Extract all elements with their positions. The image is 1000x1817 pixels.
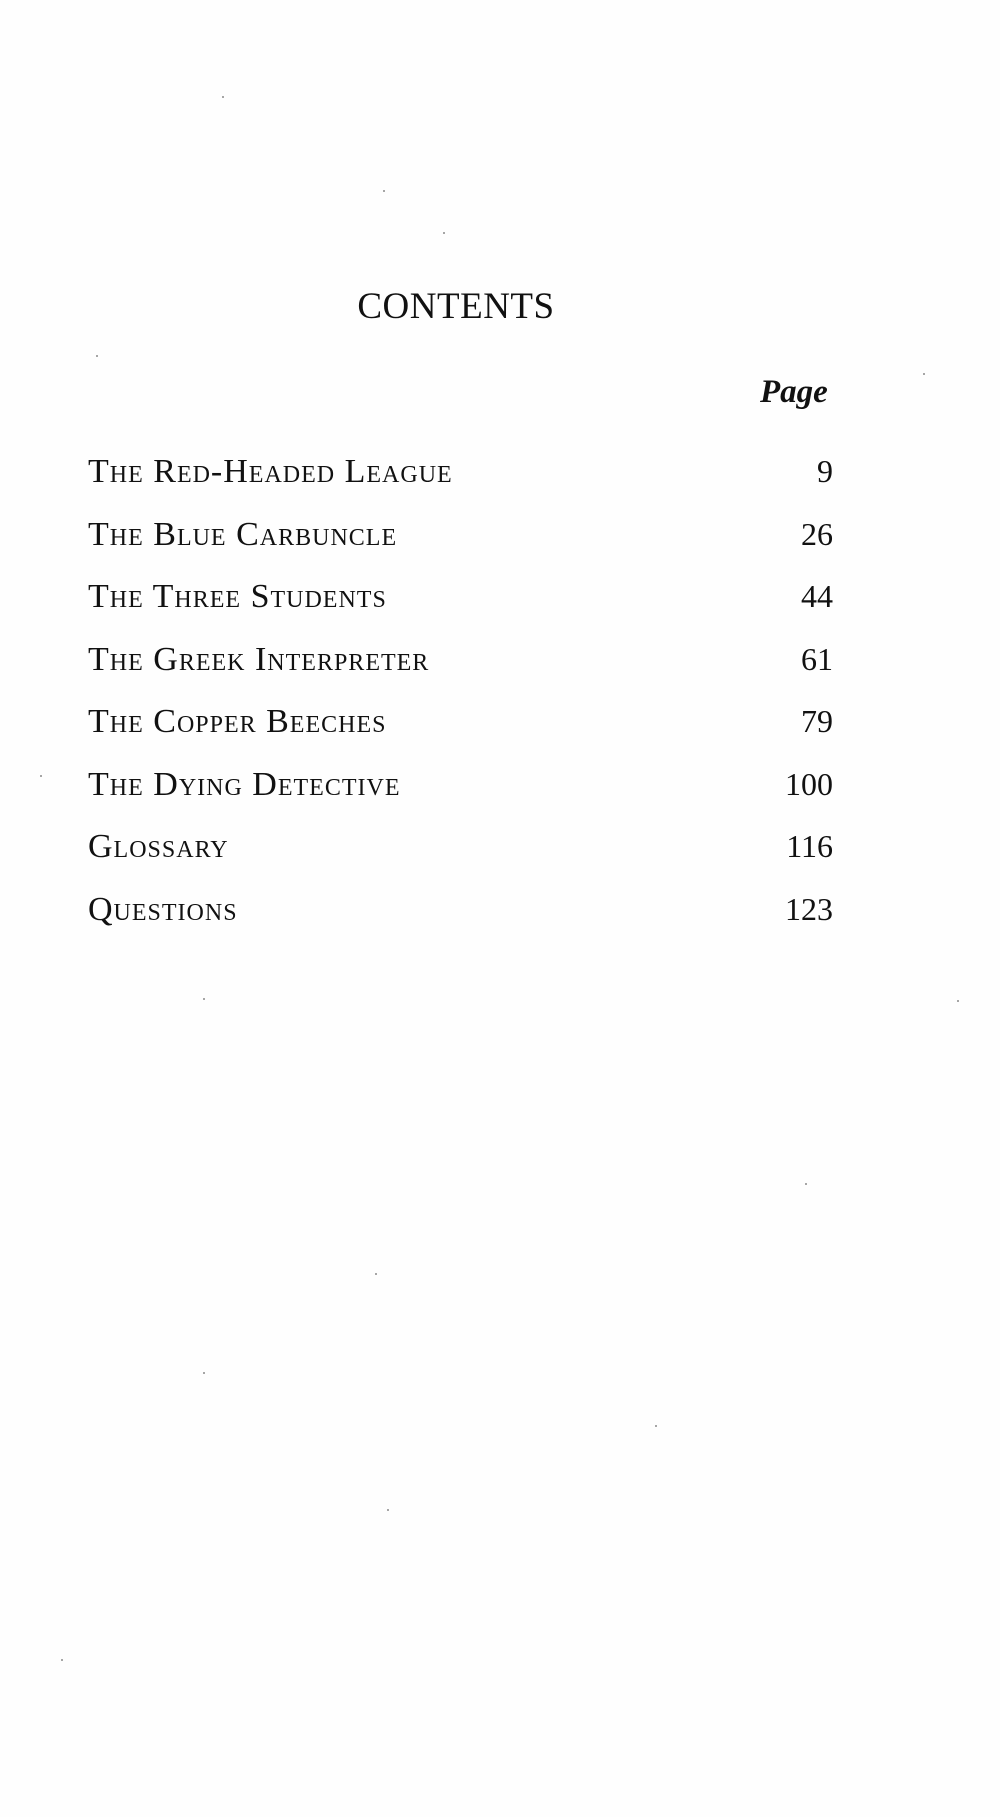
- paper-speck: [203, 1372, 205, 1374]
- toc-entry-page: 44: [801, 578, 833, 614]
- paper-speck: [222, 96, 224, 98]
- toc-entry: [88, 705, 833, 768]
- toc-entry-page: 79: [801, 703, 833, 739]
- paper-speck: [375, 1273, 377, 1275]
- toc-entry-title: The Copper Beeches: [88, 703, 387, 740]
- page-column-label: Page: [760, 374, 828, 410]
- contents-heading: CONTENTS: [357, 286, 555, 327]
- toc-entry-title: Glossary: [88, 828, 229, 865]
- toc-entry: [88, 890, 833, 956]
- paper-speck: [96, 355, 98, 357]
- toc-entry-title: The Dying Detective: [88, 765, 401, 803]
- toc-entry: [88, 515, 833, 581]
- paper-speck: [655, 1425, 657, 1427]
- toc-entry-title: The Greek Interpreter: [88, 640, 430, 678]
- paper-speck: [61, 1659, 63, 1661]
- toc-entry: [88, 830, 833, 893]
- table-of-contents: [88, 455, 833, 955]
- toc-entry: [88, 580, 833, 643]
- toc-entry-page: 116: [786, 828, 833, 864]
- toc-entry-page: 61: [801, 640, 833, 677]
- toc-entry: [88, 455, 833, 518]
- toc-entry-title: The Blue Carbuncle: [88, 515, 398, 553]
- paper-speck: [203, 998, 205, 1000]
- paper-speck: [40, 775, 42, 777]
- toc-entry-page: 26: [801, 515, 833, 552]
- toc-entry: [88, 640, 833, 706]
- toc-entry-page: 100: [785, 765, 833, 802]
- toc-entry: [88, 765, 833, 831]
- toc-entry-page: 9: [817, 453, 833, 489]
- paper-speck: [805, 1183, 807, 1185]
- toc-entry-title: The Three Students: [88, 578, 387, 615]
- toc-entry-page: 123: [785, 890, 833, 927]
- paper-speck: [383, 190, 385, 192]
- paper-speck: [923, 373, 925, 375]
- toc-entry-title: Questions: [88, 890, 238, 928]
- paper-speck: [443, 232, 445, 234]
- paper-speck: [957, 1000, 959, 1002]
- paper-speck: [387, 1509, 389, 1511]
- toc-entry-title: The Red-Headed League: [88, 453, 453, 490]
